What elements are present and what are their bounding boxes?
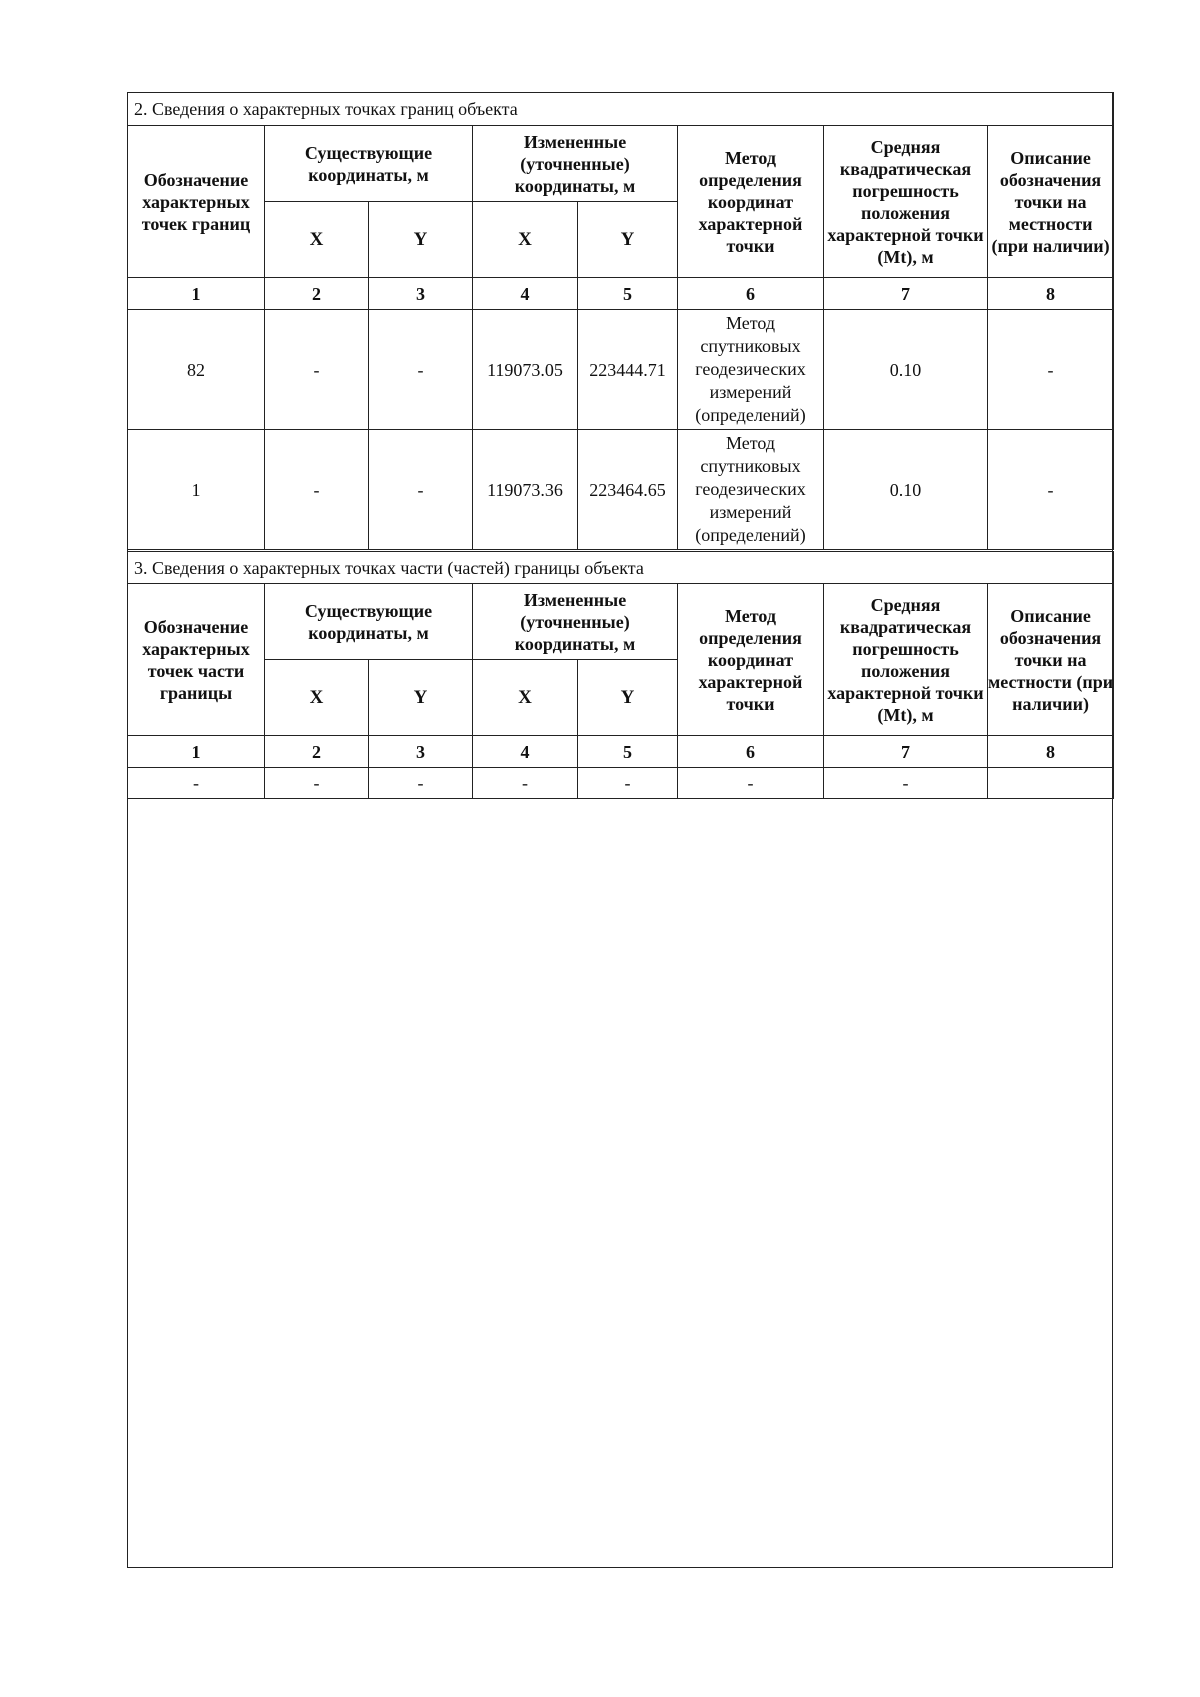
column-number: 7 (824, 736, 988, 768)
method-value: - (678, 768, 824, 799)
existing-x-value: - (265, 430, 369, 550)
error-value: 0.10 (824, 310, 988, 430)
changed-y-value: 223444.71 (578, 310, 678, 430)
existing-y-value: - (369, 310, 473, 430)
header-existing-x: X (265, 660, 369, 736)
header-existing-y: Y (369, 660, 473, 736)
header-existing-coordinates: Существующие координаты, м (265, 584, 473, 660)
header-description: Описание обозначения точки на местности (при наличии) (988, 126, 1114, 278)
existing-y-value: - (369, 768, 473, 799)
column-number: 4 (473, 736, 578, 768)
existing-y-value: - (369, 430, 473, 550)
header-designation: Обозначение характерных точек границ (128, 126, 265, 278)
header-changed-y: Y (578, 660, 678, 736)
header-method: Метод определения координат характерной точки (678, 126, 824, 278)
method-value: Метод спутниковых геодезических измерений (определений) (678, 310, 824, 430)
header-changed-y: Y (578, 202, 678, 278)
table-row (128, 430, 1114, 550)
column-number: 5 (578, 736, 678, 768)
header-error: Средняя квадратическая погрешность положения характерной точки (Mt), м (824, 126, 988, 278)
error-value: - (824, 768, 988, 799)
changed-y-value: - (578, 768, 678, 799)
column-number: 1 (128, 278, 265, 310)
header-changed-coordinates: Измененные (уточненные) координаты, м (473, 584, 678, 660)
column-number: 2 (265, 278, 369, 310)
header-existing-y: Y (369, 202, 473, 278)
header-method: Метод определения координат характерной точки (678, 584, 824, 736)
column-number: 6 (678, 278, 824, 310)
changed-x-value: 119073.05 (473, 310, 578, 430)
column-number: 6 (678, 736, 824, 768)
column-number: 8 (988, 736, 1114, 768)
column-number: 2 (265, 736, 369, 768)
column-number: 7 (824, 278, 988, 310)
changed-y-value: 223464.65 (578, 430, 678, 550)
point-designation: - (128, 768, 265, 799)
header-changed-x: X (473, 202, 578, 278)
section-3-caption: 3. Сведения о характерных точках части (частей) границы объекта (128, 552, 1114, 584)
column-number: 5 (578, 278, 678, 310)
existing-x-value: - (265, 310, 369, 430)
error-value: 0.10 (824, 430, 988, 550)
header-designation: Обозначение характерных точек части границы (128, 584, 265, 736)
column-number: 1 (128, 736, 265, 768)
section-2-caption: 2. Сведения о характерных точках границ объекта (128, 93, 1114, 126)
header-existing-coordinates: Существующие координаты, м (265, 126, 473, 202)
point-designation: 82 (128, 310, 265, 430)
description-value (988, 768, 1114, 799)
point-designation: 1 (128, 430, 265, 550)
column-number: 8 (988, 278, 1114, 310)
header-error: Средняя квадратическая погрешность положения характерной точки (Mt), м (824, 584, 988, 736)
existing-x-value: - (265, 768, 369, 799)
description-value: - (988, 310, 1114, 430)
header-changed-coordinates: Измененные (уточненные) координаты, м (473, 126, 678, 202)
column-number: 4 (473, 278, 578, 310)
header-description: Описание обозначения точки на местности (при наличии) (988, 584, 1114, 736)
table-row (128, 310, 1114, 430)
changed-x-value: 119073.36 (473, 430, 578, 550)
table-row (128, 768, 1114, 799)
changed-x-value: - (473, 768, 578, 799)
header-changed-x: X (473, 660, 578, 736)
method-value: Метод спутниковых геодезических измерений (определений) (678, 430, 824, 550)
part-boundary-points-table (127, 551, 1114, 799)
description-value: - (988, 430, 1114, 550)
header-existing-x: X (265, 202, 369, 278)
column-number: 3 (369, 736, 473, 768)
column-number: 3 (369, 278, 473, 310)
boundary-points-table (127, 92, 1114, 550)
